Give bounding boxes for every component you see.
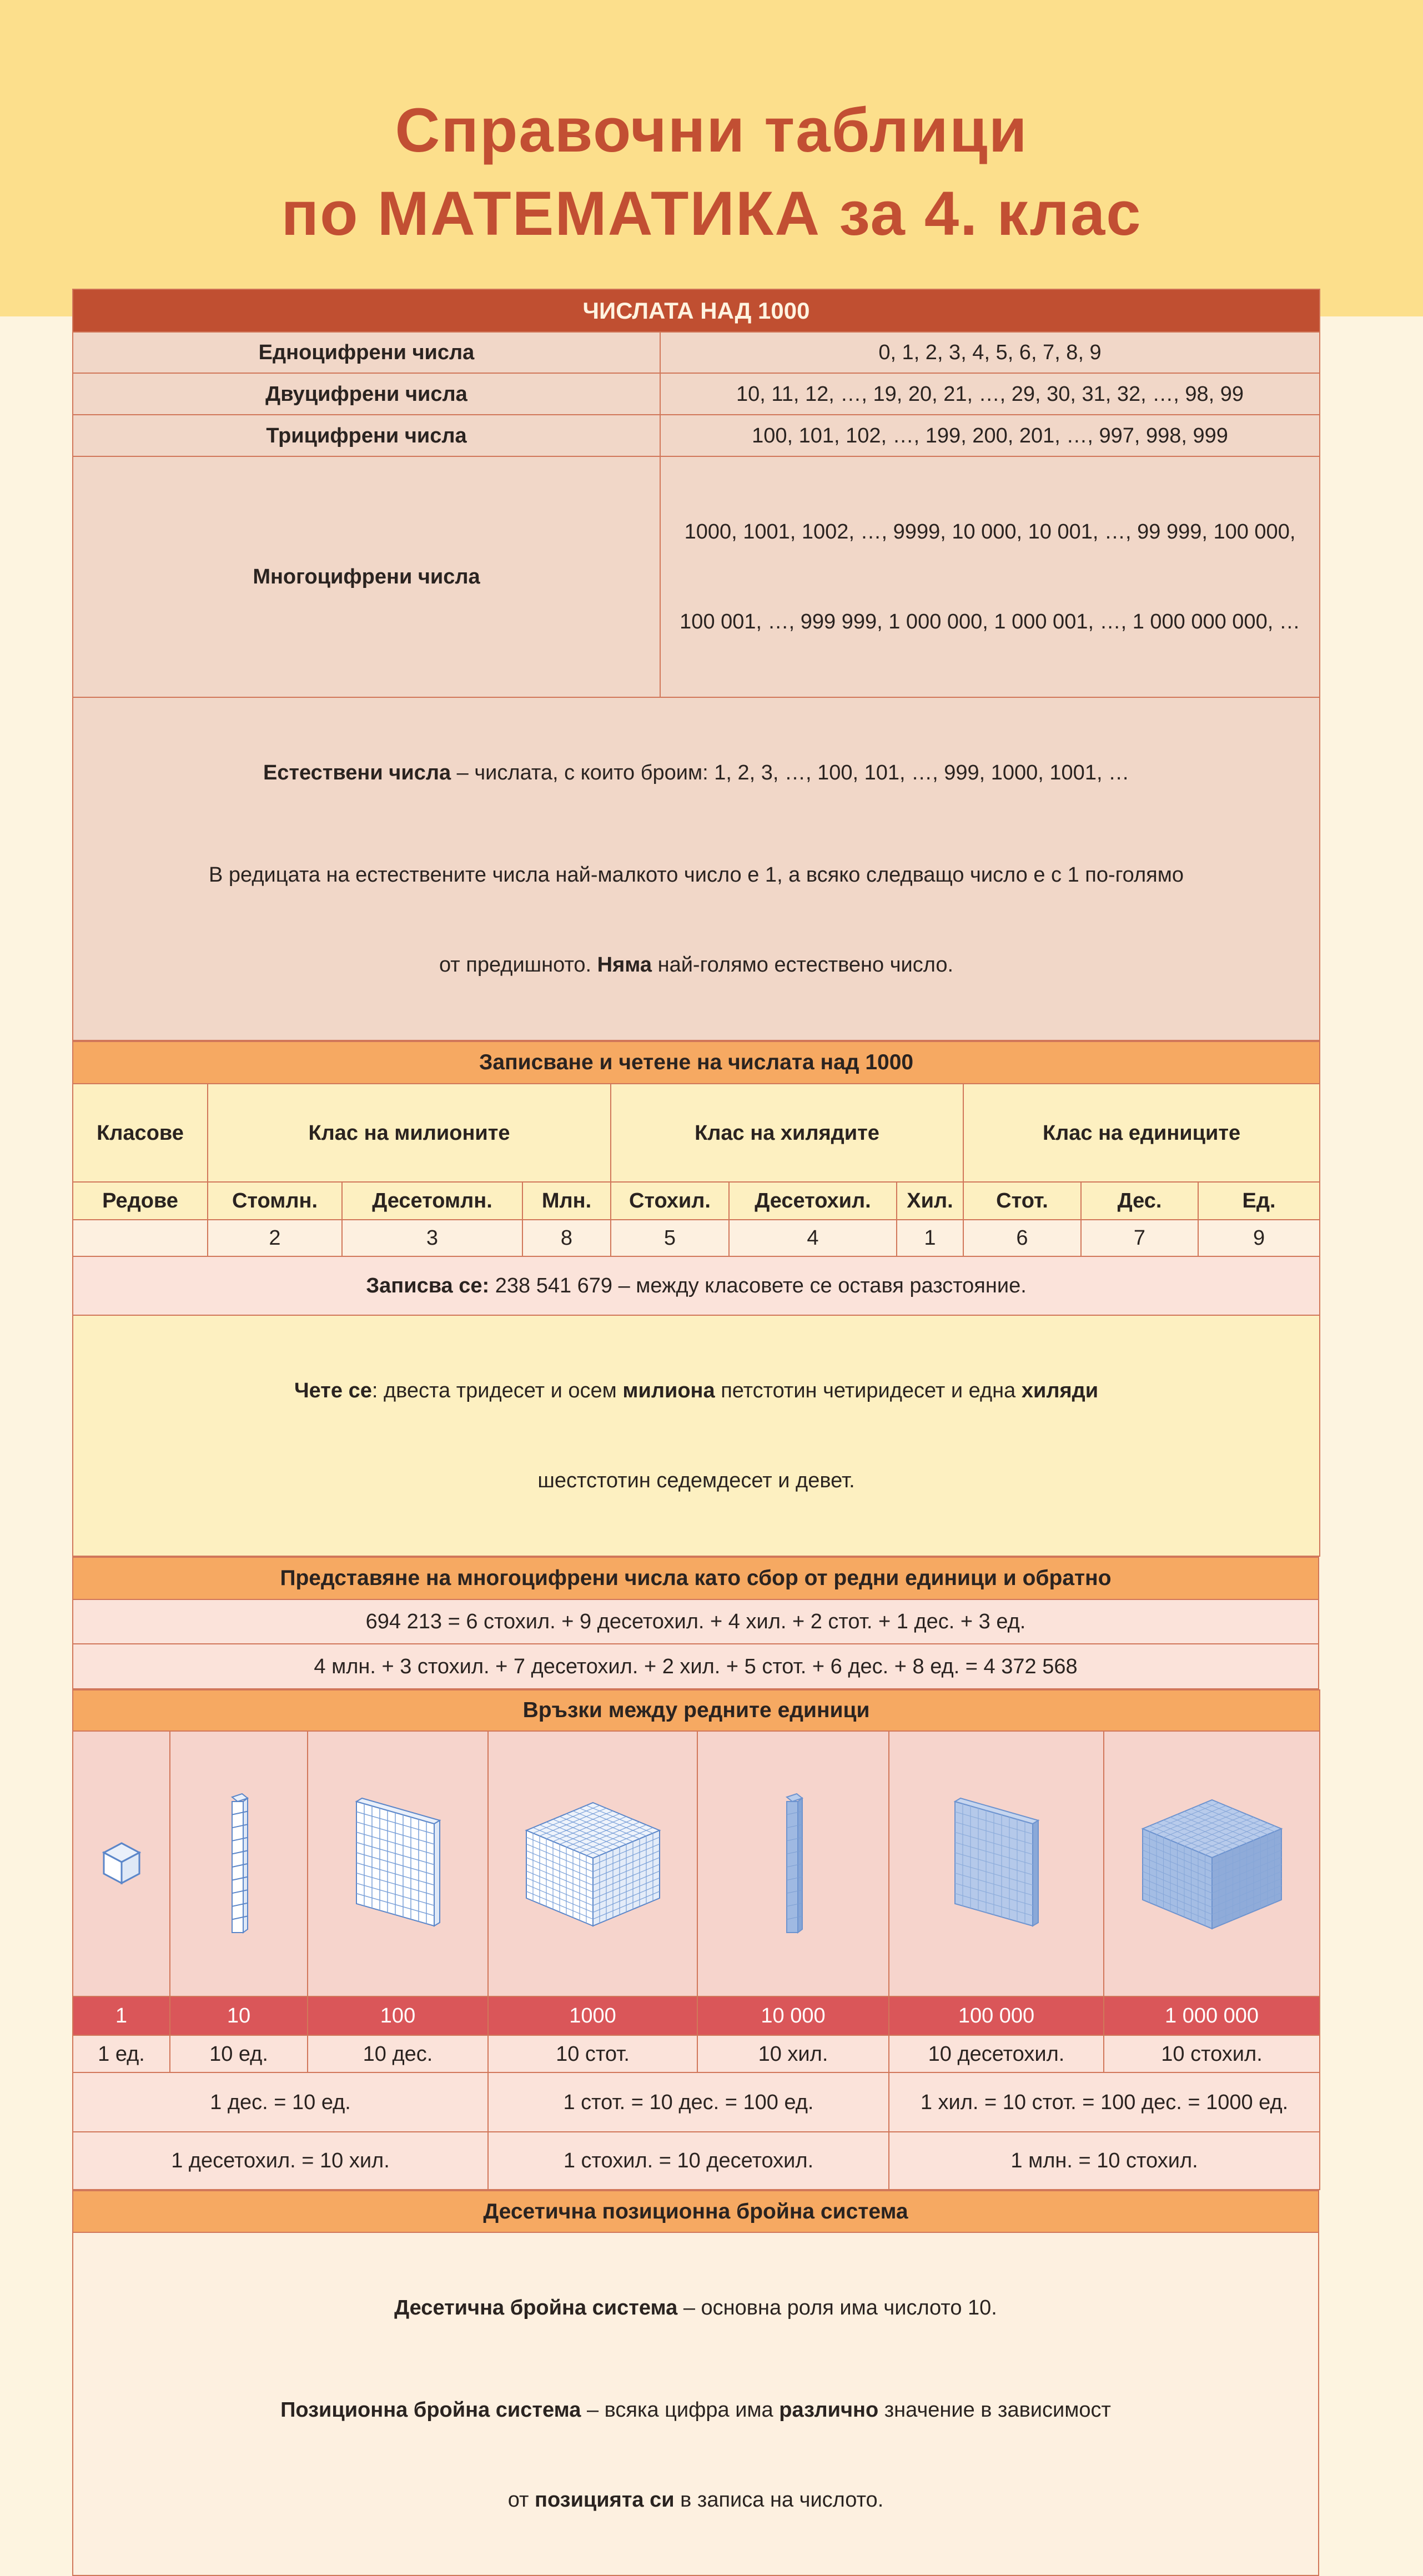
positional-system-term: Позиционна бройна система xyxy=(280,2398,581,2422)
sequence-line-2-start: от предишното. xyxy=(439,953,597,977)
order-hundred-thousands: Стохил. xyxy=(611,1182,729,1220)
place-value-table xyxy=(72,1041,1320,1557)
three-digit-label: Трицифрени числа xyxy=(73,415,660,456)
relation-equation: 1 хил. = 10 стот. = 100 дес. = 1000 ед. xyxy=(889,2072,1320,2132)
digit-cell: 4 xyxy=(729,1220,897,1256)
block-value: 100 xyxy=(308,1996,488,2035)
unit-cube-cell xyxy=(73,1731,170,1996)
order-millions: Млн. xyxy=(522,1182,611,1220)
order-tens: Дес. xyxy=(1081,1182,1198,1220)
block-value: 10 xyxy=(170,1996,308,2035)
read-as-text-2: петстотин четиридесет и една xyxy=(715,1379,1022,1402)
relation-equation: 1 стот. = 10 дес. = 100 ед. xyxy=(488,2072,889,2132)
relation-equation: 1 дес. = 10 ед. xyxy=(73,2072,488,2132)
block-value: 1 000 000 xyxy=(1104,1996,1320,2035)
natural-numbers-note xyxy=(73,697,1320,1040)
single-digit-label: Едноцифрени числа xyxy=(73,332,660,373)
representation-line-2: 4 млн. + 3 стохил. + 7 десетохил. + 2 хил. + 5 стот. + 6 дес. + 8 ед. = 4 372 568 xyxy=(73,1644,1319,1689)
written-as-note xyxy=(73,1256,1320,1315)
order-units: Ед. xyxy=(1198,1182,1320,1220)
representation-table xyxy=(72,1557,1319,1689)
million-cube-cell xyxy=(1104,1731,1320,1996)
class-thousands: Клас на хилядите xyxy=(611,1084,963,1182)
relation-equation: 1 млн. = 10 стохил. xyxy=(889,2132,1320,2190)
class-units: Клас на единиците xyxy=(963,1084,1320,1182)
digit-cell: 2 xyxy=(208,1220,342,1256)
relations-heading: Връзки между редните единици xyxy=(73,1690,1320,1731)
title-line-1: Справочни таблици xyxy=(395,95,1028,165)
block-value: 1 xyxy=(73,1996,170,2035)
read-as-label: Чете се xyxy=(294,1379,372,1402)
sequence-line-2-bold: Няма xyxy=(597,953,652,977)
ten-thousand-rod-icon xyxy=(777,1792,810,1936)
order-ten-millions: Десетомлн. xyxy=(342,1182,522,1220)
relation-equation: 1 десетохил. = 10 хил. xyxy=(73,2132,488,2190)
written-as-text: 238 541 679 – между класовете се оставя разстояние. xyxy=(489,1274,1027,1297)
representation-heading: Представяне на многоцифрени числа като сбор от редни единици и обратно xyxy=(73,1557,1319,1599)
positional-text-1: – всяка цифра има xyxy=(581,2398,780,2422)
block-unit: 10 ед. xyxy=(170,2035,308,2072)
ten-rod-cell xyxy=(170,1731,308,1996)
million-cube-icon xyxy=(1137,1794,1287,1933)
multi-digit-value-line-1: 1000, 1001, 1002, …, 9999, 10 000, 10 001, …, 99 999, 100 000, xyxy=(684,520,1296,544)
block-value: 100 000 xyxy=(889,1996,1104,2035)
block-unit: 10 дес. xyxy=(308,2035,488,2072)
digit-cell: 8 xyxy=(522,1220,611,1256)
natural-numbers-definition: – числата, с които броим: 1, 2, 3, …, 100, 101, …, 999, 1000, 1001, … xyxy=(451,761,1130,784)
title-line-2: по МАТЕМАТИКА за 4. клас xyxy=(281,179,1142,248)
block-unit: 10 стохил. xyxy=(1104,2035,1320,2072)
two-digit-label: Двуцифрени числа xyxy=(73,373,660,415)
hundred-flat-icon xyxy=(351,1797,445,1930)
block-value: 1000 xyxy=(488,1996,697,2035)
positional-line-2-end: в записа на числото. xyxy=(674,2488,884,2512)
read-as-thousands: хиляди xyxy=(1021,1379,1099,1402)
read-as-line-2: шестстотин седемдесет и девет. xyxy=(537,1469,855,1492)
reference-tables xyxy=(72,289,1319,2576)
thousand-cube-cell xyxy=(488,1731,697,1996)
order-thousands: Хил. xyxy=(897,1182,963,1220)
decimal-system-note xyxy=(73,2232,1319,2575)
classes-label: Класове xyxy=(73,1084,208,1182)
block-value: 10 000 xyxy=(697,1996,889,2035)
two-digit-value: 10, 11, 12, …, 19, 20, 21, …, 29, 30, 31, 32, …, 98, 99 xyxy=(660,373,1320,415)
multi-digit-value-line-2: 100 001, …, 999 999, 1 000 000, 1 000 001, …, 1 000 000 000, … xyxy=(680,610,1300,633)
natural-numbers-term: Естествени числа xyxy=(263,761,451,784)
block-unit: 10 десетохил. xyxy=(889,2035,1104,2072)
numbers-heading: ЧИСЛАТА НАД 1000 xyxy=(73,289,1320,332)
digit-cell: 6 xyxy=(963,1220,1081,1256)
positional-text-2: значение в зависимост xyxy=(878,2398,1111,2422)
writing-heading: Записване и четене на числата над 1000 xyxy=(73,1042,1320,1084)
hundred-flat-cell xyxy=(308,1731,488,1996)
decimal-system-definition: – основна роля има числото 10. xyxy=(677,2296,997,2320)
digit-cell: 7 xyxy=(1081,1220,1198,1256)
hundred-thousand-flat-cell xyxy=(889,1731,1104,1996)
block-unit: 10 стот. xyxy=(488,2035,697,2072)
multi-digit-label: Многоцифрени числа xyxy=(73,456,660,697)
thousand-cube-icon xyxy=(521,1797,665,1930)
sequence-line-1: В редицата на естествените числа най-малкото число е 1, а всяко следващо число е с 1 по-голямо xyxy=(209,863,1184,887)
digit-cell: 3 xyxy=(342,1220,522,1256)
positional-line-2-start: от xyxy=(507,2488,535,2512)
digit-cell: 5 xyxy=(611,1220,729,1256)
ten-rod-icon xyxy=(222,1792,255,1936)
block-unit: 1 ед. xyxy=(73,2035,170,2072)
order-hundred-millions: Стомлн. xyxy=(208,1182,342,1220)
written-as-label: Записва се: xyxy=(366,1274,490,1297)
sequence-line-2-end: най-голямо естествено число. xyxy=(652,953,954,977)
order-hundreds: Стот. xyxy=(963,1182,1081,1220)
read-as-text-1: : двеста тридесет и осем xyxy=(371,1379,623,1402)
positional-line-2-bold: позицията си xyxy=(535,2488,675,2512)
representation-line-1: 694 213 = 6 стохил. + 9 десетохил. + 4 хил. + 2 стот. + 1 дес. + 3 ед. xyxy=(73,1599,1319,1644)
order-ten-thousands: Десетохил. xyxy=(729,1182,897,1220)
read-as-millions: милиона xyxy=(622,1379,715,1402)
digits-row-empty xyxy=(73,1220,208,1256)
hundred-thousand-flat-icon xyxy=(949,1797,1044,1930)
digit-cell: 9 xyxy=(1198,1220,1320,1256)
digit-cell: 1 xyxy=(897,1220,963,1256)
numbers-table xyxy=(72,289,1320,1041)
decimal-heading: Десетична позиционна бройна система xyxy=(73,2191,1319,2232)
relations-table xyxy=(72,1689,1320,2190)
relation-equation: 1 стохил. = 10 десетохил. xyxy=(488,2132,889,2190)
page-title xyxy=(0,89,1423,255)
ten-thousand-rod-cell xyxy=(697,1731,889,1996)
decimal-system-table xyxy=(72,2190,1319,2576)
single-digit-value: 0, 1, 2, 3, 4, 5, 6, 7, 8, 9 xyxy=(660,332,1320,373)
positional-bold-different: различно xyxy=(779,2398,879,2422)
block-unit: 10 хил. xyxy=(697,2035,889,2072)
rows-label: Редове xyxy=(73,1182,208,1220)
class-millions: Клас на милионите xyxy=(208,1084,611,1182)
three-digit-value: 100, 101, 102, …, 199, 200, 201, …, 997, 998, 999 xyxy=(660,415,1320,456)
read-as-note xyxy=(73,1315,1320,1556)
multi-digit-value xyxy=(660,456,1320,697)
decimal-system-term: Десетична бройна система xyxy=(394,2296,678,2320)
unit-cube-icon xyxy=(99,1839,144,1889)
